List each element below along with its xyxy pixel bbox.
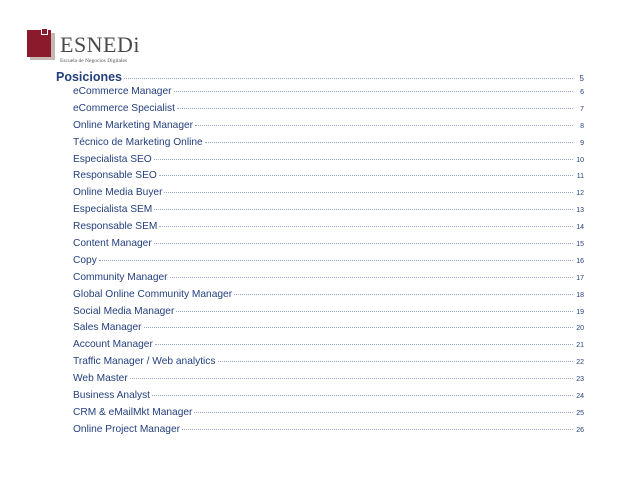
toc-leader-dots xyxy=(176,311,573,312)
toc-leader-dots xyxy=(155,344,573,345)
toc-entry-title: Sales Manager xyxy=(73,322,142,334)
esnedi-logo xyxy=(27,28,147,68)
toc-leader-dots xyxy=(159,175,573,176)
toc-leader-dots xyxy=(124,78,573,79)
toc-entry[interactable] xyxy=(73,120,584,137)
toc-entry-title: Content Manager xyxy=(73,238,152,250)
toc-leader-dots xyxy=(177,108,573,109)
toc-entry[interactable] xyxy=(73,289,584,306)
logo-tagline: Escuela de Negocios Digitales xyxy=(60,58,128,64)
toc-entry-title: eCommerce Specialist xyxy=(73,102,175,114)
toc-entry[interactable] xyxy=(73,238,584,255)
toc-entry-page-number: 19 xyxy=(576,308,584,316)
toc-entry-page-number: 18 xyxy=(576,291,584,299)
toc-entry[interactable] xyxy=(73,103,584,120)
toc-entry-page-number: 6 xyxy=(580,89,584,96)
toc-entry-page-number: 7 xyxy=(580,105,584,113)
toc-leader-dots xyxy=(154,243,573,244)
toc-entry-title: Social Media Manager xyxy=(73,305,175,317)
toc-leader-dots xyxy=(170,277,573,278)
toc-entry-title: Traffic Manager / Web analytics xyxy=(73,356,216,368)
toc-entry[interactable] xyxy=(73,373,584,390)
toc-entry-page-number: 22 xyxy=(576,359,584,367)
toc-entry[interactable] xyxy=(73,390,584,407)
toc-entry[interactable] xyxy=(73,306,584,323)
toc-entry-page-number: 17 xyxy=(576,274,584,282)
toc-entry-page-number: 24 xyxy=(576,393,584,401)
toc-entry[interactable] xyxy=(73,322,584,339)
toc-entry-title: Community Manager xyxy=(73,271,168,283)
toc-leader-dots xyxy=(182,429,573,430)
toc-entries xyxy=(73,86,584,441)
toc-leader-dots xyxy=(174,91,573,92)
toc-entry-page-number: 8 xyxy=(580,122,584,130)
toc-leader-dots xyxy=(218,361,574,362)
toc-entry[interactable] xyxy=(73,221,584,238)
toc-leader-dots xyxy=(152,395,573,396)
toc-entry-title: Copy xyxy=(73,254,97,266)
toc-entry-page-number: 14 xyxy=(576,224,584,232)
toc-section-page-number: 5 xyxy=(579,74,584,83)
toc-entry[interactable] xyxy=(73,137,584,154)
toc-entry[interactable] xyxy=(73,272,584,289)
toc-entry[interactable] xyxy=(73,170,584,187)
toc-entry[interactable] xyxy=(73,339,584,356)
toc-leader-dots xyxy=(234,294,573,295)
toc-entry-title: Business Analyst xyxy=(73,390,151,402)
toc-entry-title: Online Media Buyer xyxy=(73,187,163,199)
toc-leader-dots xyxy=(154,209,573,210)
toc-entry-page-number: 15 xyxy=(576,241,584,249)
toc-entry[interactable] xyxy=(73,86,584,103)
toc-entry-page-number: 23 xyxy=(576,376,584,384)
toc-entry-title: Global Online Community Manager xyxy=(73,288,233,300)
toc-entry-title: Online Marketing Manager xyxy=(73,119,194,131)
toc-section-title: Posiciones xyxy=(56,70,122,84)
toc-entry-page-number: 25 xyxy=(576,409,584,417)
toc-entry-page-number: 10 xyxy=(576,156,584,164)
toc-entry-page-number: 9 xyxy=(580,139,584,147)
toc-entry-page-number: 20 xyxy=(576,325,584,333)
toc-entry[interactable] xyxy=(73,204,584,221)
toc-section-heading[interactable] xyxy=(56,70,584,86)
toc-entry-page-number: 13 xyxy=(576,207,584,215)
toc-entry-title: Online Project Manager xyxy=(73,423,181,435)
toc-entry-title: Responsable SEO xyxy=(73,170,157,182)
toc-leader-dots xyxy=(159,226,573,227)
toc-leader-dots xyxy=(144,327,573,328)
esnedi-logo-mark-icon xyxy=(27,28,57,62)
toc-leader-dots xyxy=(164,192,573,193)
toc-entry-title: Técnico de Marketing Online xyxy=(73,136,203,148)
toc-leader-dots xyxy=(130,378,573,379)
toc-entry[interactable] xyxy=(73,424,584,441)
toc-entry-title: Especialista SEM xyxy=(73,204,153,216)
toc-entry-page-number: 11 xyxy=(576,173,584,181)
toc-leader-dots xyxy=(99,260,573,261)
toc-entry[interactable] xyxy=(73,187,584,204)
toc-entry[interactable] xyxy=(73,255,584,272)
toc-entry-title: Account Manager xyxy=(73,339,153,351)
toc-entry-title: CRM & eMailMkt Manager xyxy=(73,406,193,418)
toc-entry[interactable] xyxy=(73,407,584,424)
toc-entry[interactable] xyxy=(73,356,584,373)
toc-leader-dots xyxy=(205,142,573,143)
toc-leader-dots xyxy=(195,125,573,126)
toc-entry-page-number: 16 xyxy=(576,257,584,265)
toc-entry-page-number: 21 xyxy=(576,342,584,350)
toc-entry-title: Especialista SEO xyxy=(73,153,152,165)
toc-entry-title: eCommerce Manager xyxy=(73,86,172,97)
toc-entry[interactable] xyxy=(73,154,584,171)
toc-entry-title: Responsable SEM xyxy=(73,221,158,233)
toc-entry-page-number: 12 xyxy=(576,190,584,198)
toc-entry-title: Web Master xyxy=(73,373,128,385)
table-of-contents xyxy=(56,70,584,441)
toc-entry-page-number: 26 xyxy=(576,426,584,434)
toc-leader-dots xyxy=(194,412,573,413)
toc-leader-dots xyxy=(154,159,573,160)
logo-wordmark: ESNEDi xyxy=(60,32,140,57)
